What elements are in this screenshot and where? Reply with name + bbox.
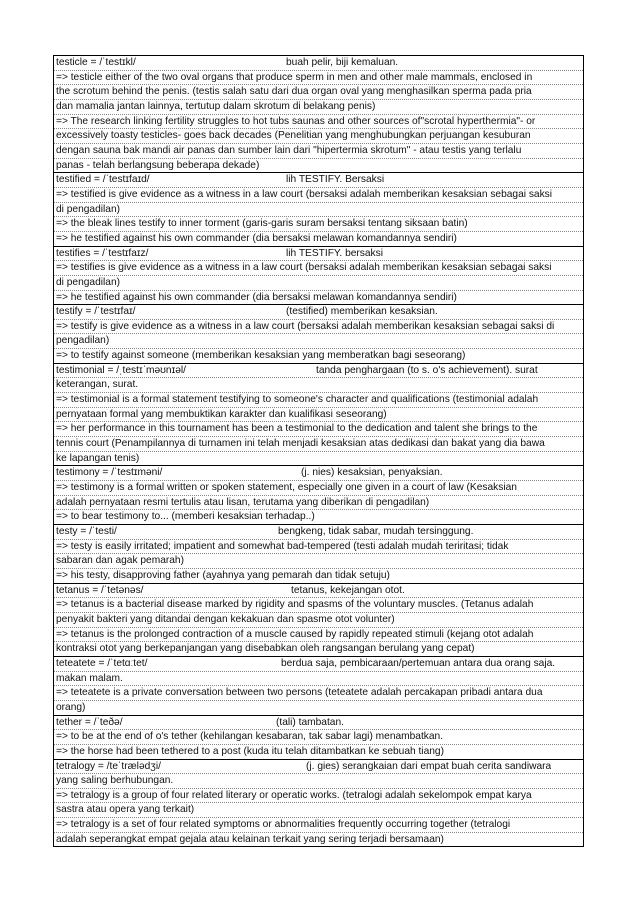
entry-line: keterangan, surat. [54,378,583,393]
entry-gloss: buah pelir, biji kemaluan. [286,57,399,68]
entry-line: dengan sauna bak mandi air panas dan sumber lain dari "hipertermia skrotum" - atau testis yang terlalu [54,144,583,159]
entry-line: => tetralogy is a set of four related symptoms or abnormalities frequently occurring together (tetralogi [54,818,583,833]
dictionary-entry [54,583,583,656]
entry-word: testifies = /ˈtestɪfaɪz/ [56,247,149,259]
entry-line: => to testify against someone (memberikan kesaksian yang memberatkan bagi seseorang) [56,350,466,362]
entry-line: sabaran dan agak pemarah) [54,554,583,569]
entry-word: tetralogy = /teˈtrælədʒi/ [56,760,161,772]
entry-gloss: (testified) memberikan kesaksian. [286,306,438,318]
dictionary-entry [54,759,583,847]
entry-line: panas - telah berlangsung beberapa dekade) [56,159,260,171]
entry-word: testicle = /ˈtestɪkl/ [56,57,136,68]
entry-headline [54,525,583,540]
entry-line: adalah seperangkat empat gejala atau kelainan terkait yang sering terjadi bersamaan) [56,833,444,845]
entry-line: kontraksi otot yang berkepanjangan yang disebabkan oleh rangsangan berulang yang cepat) [56,643,475,655]
entry-line: => teteatete is a private conversation between two persons (teteatete adalah percakapan pribadi antara dua [54,686,583,701]
entry-line: yang saling berhubungan. [54,774,583,789]
entry-word: tether = /ˈteðə/ [56,716,123,728]
entry-line: tennis court (Penampilannya di turnamen ini telah menjadi kesaksian atas dedikasi dan bakat yang dia bawa [54,437,583,452]
entry-line: => tetanus is the prolonged contraction of a muscle caused by rapidly repeated stimuli (kejang otot adalah [54,628,583,643]
entry-headline [54,466,583,481]
entry-headline [54,657,583,672]
entry-line: => the horse had been tethered to a post (kuda itu telah ditambatkan ke sebuah tiang) [56,745,444,757]
entry-line: excessively toasty testicles- goes back decades (Penelitian yang menghubungkan perjuangan kesuburan [54,129,583,144]
entry-line: => he testified against his own commander (dia bersaksi melawan komandannya sendiri) [56,232,457,244]
entry-line: => his testy, disapproving father (ayahnya yang pemarah dan tidak setuju) [56,569,390,581]
entry-gloss: bengkeng, tidak sabar, mudah tersinggung. [278,526,474,537]
entry-headline [54,364,583,379]
entry-line: => testimonial is a formal statement testifying to someone's character and qualifications (testimonial adalah [54,393,583,408]
entry-line: => to be at the end of o's tether (kehilangan kesabaran, tak sabar lagi) menambatkan. [54,730,583,745]
entry-headline [54,247,583,262]
entry-line: penyakit bakteri yang ditandai dengan kekakuan dan spasme otot volunter) [54,613,583,628]
entry-line: => the bleak lines testify to inner torment (garis-garis suram bersaksi tentang siksaan batin) [54,217,583,232]
entry-line: => tetralogy is a group of four related literary or operatic works. (tetralogi adalah sekelompok empat karya [54,789,583,804]
dictionary-entry [54,56,583,172]
dictionary-entry [54,656,583,715]
entry-line: => to bear testimony to... (memberi kesaksian terhadap..) [56,511,315,523]
entry-line: => testifies is give evidence as a witness in a law court (bersaksi adalah memberikan kesaksian sebagai saksi [54,261,583,276]
entry-headline [54,56,583,71]
entry-line: makan malam. [54,672,583,687]
entry-headline [54,173,583,188]
entry-word: testified = /ˈtestɪfaɪd/ [56,174,150,186]
dictionary-entry [54,304,583,363]
entry-line: ke lapangan tenis) [56,452,140,464]
entry-line: the scrotum behind the penis. (testis salah satu dari dua organ oval yang menghasilkan sperma pada pria [54,85,583,100]
entry-line: => The research linking fertility struggles to hot tubs saunas and other sources of"scrotal hyperthermia"- or [54,115,583,130]
entry-line: => her performance in this tournament has been a testimonial to the dedication and talent she brings to the [54,422,583,437]
entry-line: => he testified against his own commander (dia bersaksi melawan komandannya sendiri) [56,291,457,303]
entry-gloss: lih TESTIFY. bersaksi [286,247,384,259]
entry-word: teteatete = /ˈtetɑːtet/ [56,657,148,669]
dictionary-entry [54,172,583,245]
entry-line: => testicle either of the two oval organs that produce sperm in men and other male mammals, enclosed in [54,71,583,86]
entry-word: testimonial = /ˌtestɪˈməʊnɪəl/ [56,364,186,376]
entry-word: tetanus = /ˈtetənəs/ [56,584,144,596]
entry-gloss: tanda penghargaan (to s. o's achievement). surat [316,364,538,376]
entry-word: testimony = /ˈtestɪməni/ [56,467,163,479]
entry-line: orang) [56,701,86,713]
entry-line: di pengadilan) [54,276,583,291]
entry-headline [54,584,583,599]
entry-line: sastra atau opera yang terkait) [54,803,583,818]
dictionary-entry [54,715,583,759]
entry-line: => testify is give evidence as a witness in a law court (bersaksi adalah memberikan kesaksian sebagai saksi di [54,320,583,335]
entry-word: testy = /ˈtesti/ [56,526,117,537]
entry-line: => testified is give evidence as a witness in a law court (bersaksi adalah memberikan kesaksian sebagai saksi [54,188,583,203]
entry-line: => testimony is a formal written or spoken statement, especially one given in a court of law (Kesaksian [54,481,583,496]
entry-line: pengadilan) [54,334,583,349]
entry-line: => testy is easily irritated; impatient and somewhat bad-tempered (testi adalah mudah teriritasi; tidak [54,540,583,555]
entry-line: pernyataan formal yang membuktikan karakter dan kualifikasi seseorang) [54,408,583,423]
entry-gloss: berdua saja, pembicaraan/pertemuan antara dua orang saja. [281,657,556,669]
entry-headline [54,305,583,320]
entry-gloss: (j. gies) serangkaian dari empat buah cerita sandiwara [306,760,552,772]
dictionary-entry [54,246,583,305]
dictionary-entry [54,363,583,466]
dictionary-entry [54,524,583,583]
entry-line: adalah pernyataan resmi tertulis atau lisan, terutama yang diberikan di pengadilan) [54,496,583,511]
dictionary-entry [54,465,583,524]
entry-gloss: (j. nies) kesaksian, penyaksian. [301,467,443,479]
dictionary-table [53,55,584,847]
entry-gloss: (tali) tambatan. [276,716,344,728]
entry-word: testify = /ˈtestɪfaɪ/ [56,306,136,318]
entry-headline [54,716,583,731]
entry-gloss: lih TESTIFY. Bersaksi [286,174,385,186]
entry-line: dan mamalia jantan lainnya, tertutup dalam skrotum di belakang penis) [54,100,583,115]
entry-gloss: tetanus, kekejangan otot. [291,584,405,596]
entry-line: => tetanus is a bacterial disease marked by rigidity and spasms of the voluntary muscles. (Tetanus adalah [54,598,583,613]
entry-line: di pengadilan) [54,203,583,218]
entry-headline [54,760,583,775]
